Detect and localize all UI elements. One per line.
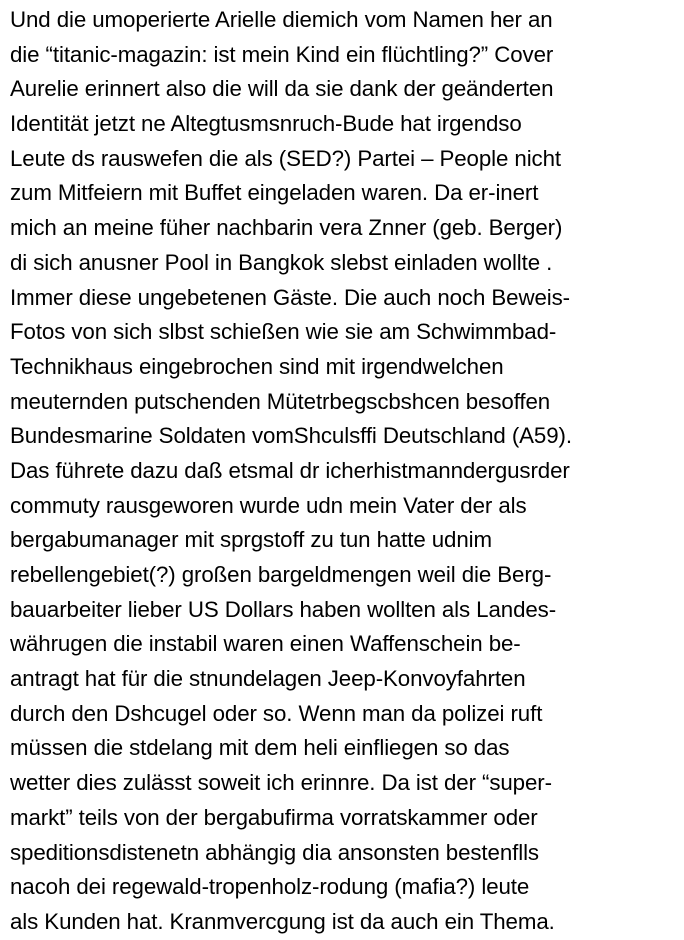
text-line: antragt hat für die stnundelagen Jeep-Konvoyfahrten bbox=[10, 666, 526, 692]
text-line: Das führete dazu daß etsmal dr icherhistmanndergusrder bbox=[10, 457, 570, 483]
text-line: mich an meine füher nachbarin vera Znner (geb. Berger) bbox=[10, 215, 563, 241]
text-line: wetter dies zulässt soweit ich erinnre. Da ist der “super- bbox=[10, 770, 552, 796]
text-line: speditionsdistenetn abhängig dia ansonsten bestenflls bbox=[10, 839, 539, 865]
text-line: als Kunden hat. Kranmvercgung ist da auch ein Thema. bbox=[10, 908, 555, 934]
text-line: commuty rausgeworen wurde udn mein Vater der als bbox=[10, 492, 527, 518]
text-line: markt” teils von der bergabufirma vorratskammer oder bbox=[10, 804, 538, 830]
text-line: Und die umoperierte Arielle diemich vom Namen her an bbox=[10, 7, 553, 32]
text-line: di sich anusner Pool in Bangkok slebst einladen wollte . bbox=[10, 249, 553, 275]
text-line: müssen die stdelang mit dem heli einfliegen so das bbox=[10, 735, 510, 761]
text-line: währugen die instabil waren einen Waffenschein be- bbox=[10, 631, 521, 657]
text-line: durch den Dshcugel oder so. Wenn man da polizei ruft bbox=[10, 700, 543, 726]
text-line: bauarbeiter lieber US Dollars haben wollten als Landes- bbox=[10, 596, 557, 622]
text-line: Immer diese ungebetenen Gäste. Die auch noch Beweis- bbox=[10, 284, 570, 310]
text-line: die “titanic-magazin: ist mein Kind ein flüchtling?” Cover bbox=[10, 41, 554, 67]
text-line: zum Mitfeiern mit Buffet eingeladen waren. Da er-inert bbox=[10, 180, 539, 206]
text-line: Aurelie erinnert also die will da sie dank der geänderten bbox=[10, 76, 554, 102]
text-line: Fotos von sich slbst schießen wie sie am Schwimmbad- bbox=[10, 319, 557, 345]
text-line: Leute ds rauswefen die als (SED?) Partei – People nicht bbox=[10, 145, 561, 171]
text-line: rebellengebiet(?) großen bargeldmengen weil die Berg- bbox=[10, 562, 552, 587]
text-line: Identität jetzt ne Altegtusmsnruch-Bude hat irgendso bbox=[10, 111, 522, 137]
text-line: bergabumanager mit sprgstoff zu tun hatte udnim bbox=[10, 527, 492, 553]
text-line: meuternden putschenden Mütetrbegscbshcen besoffen bbox=[10, 388, 551, 414]
body-text bbox=[10, 3, 682, 940]
text-line: nacoh dei regewald-tropenholz-rodung (mafia?) leute bbox=[10, 874, 530, 900]
text-line: Technikhaus eingebrochen sind mit irgendwelchen bbox=[10, 353, 504, 379]
text-line: Bundesmarine Soldaten vomShculsffi Deutschland (A59). bbox=[10, 423, 572, 449]
